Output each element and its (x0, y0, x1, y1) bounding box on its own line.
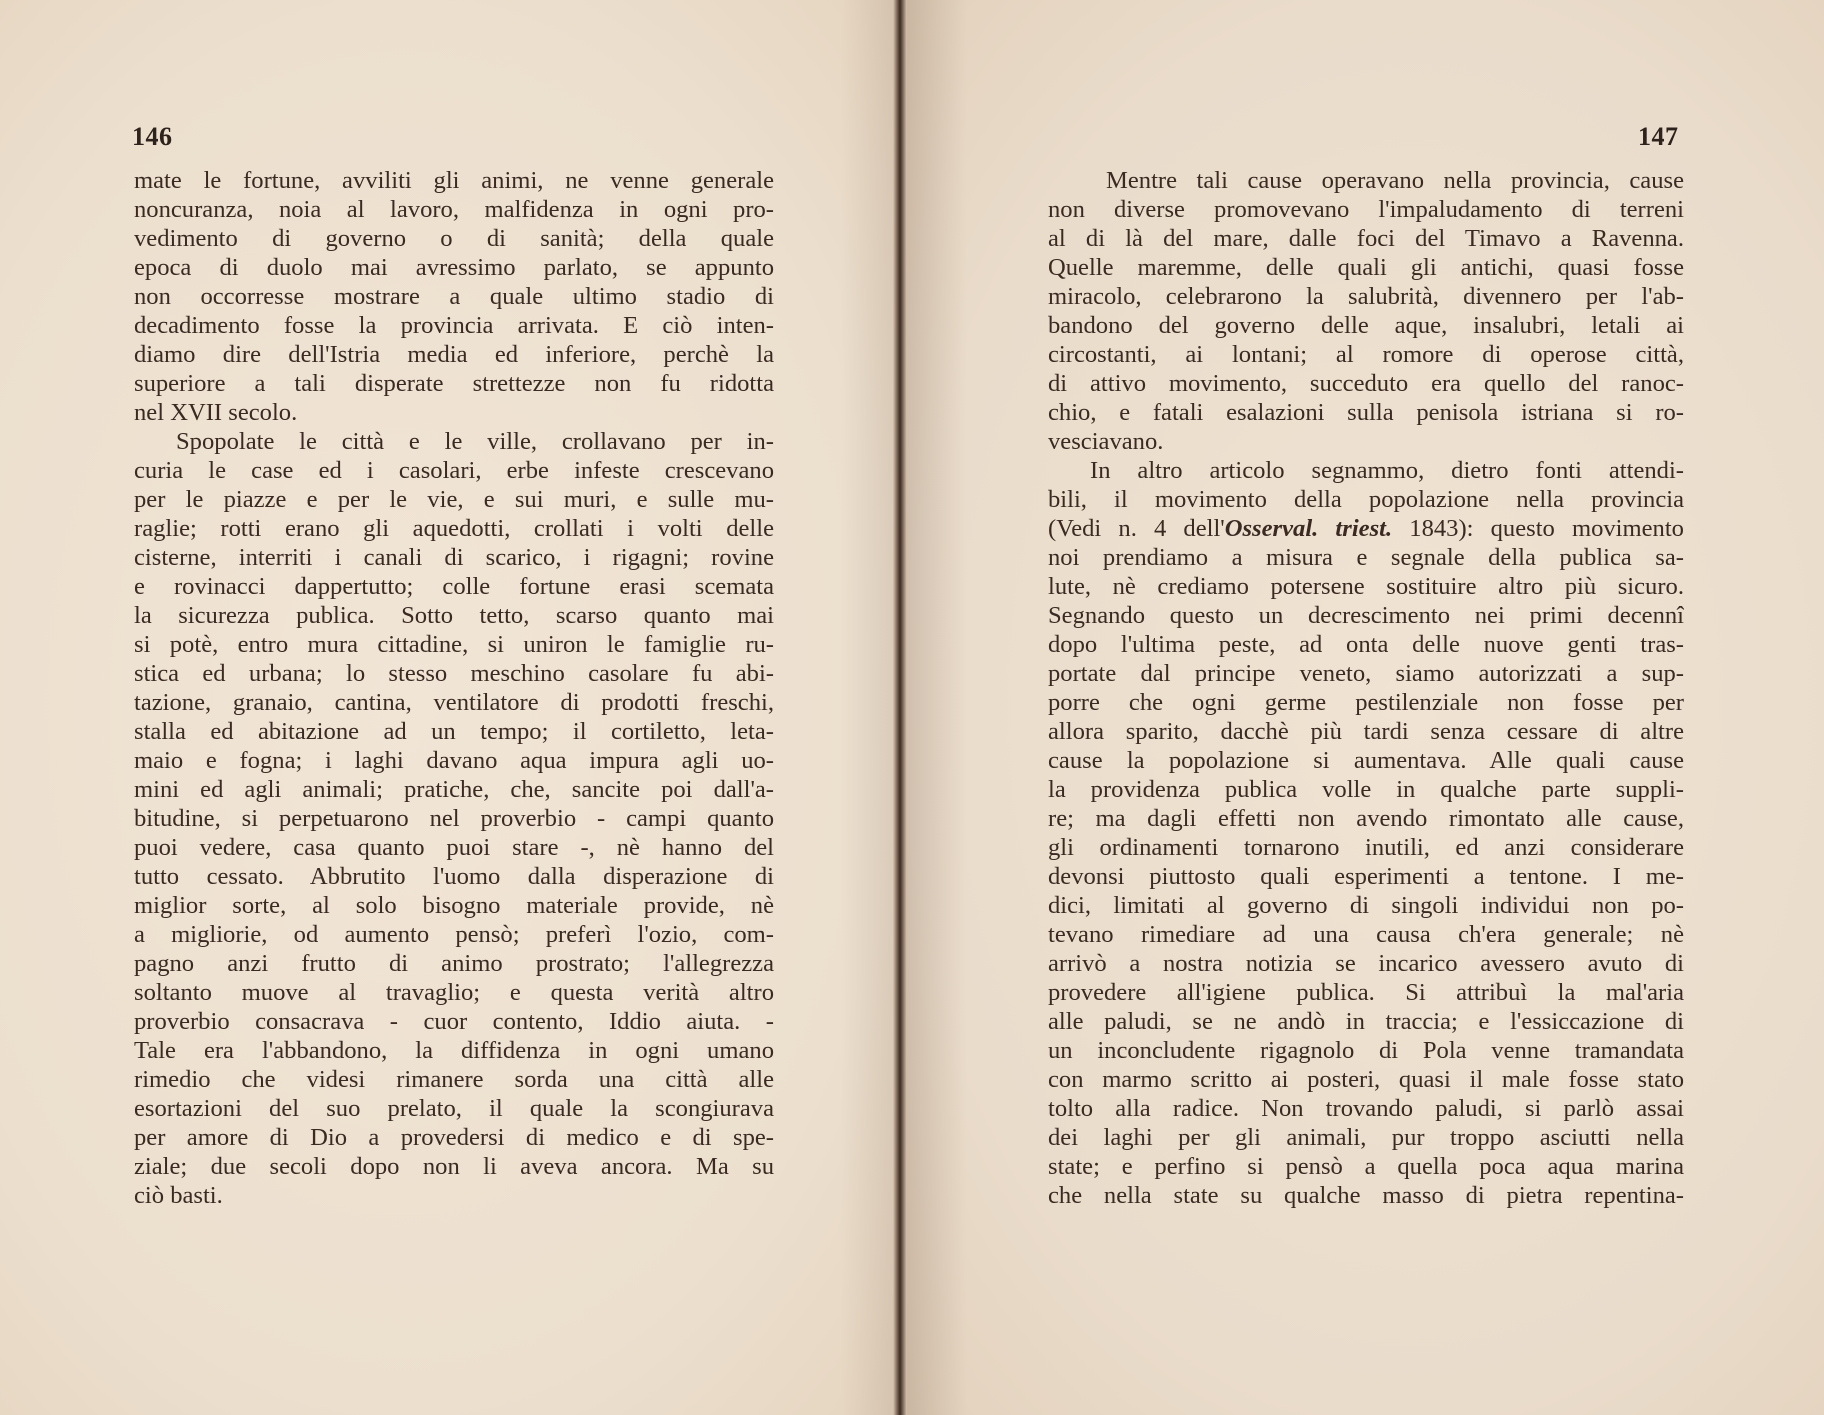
text-line: rimedio che videsi rimanere sorda una città alle (134, 1066, 774, 1093)
text-line: proverbio consacrava - cuor contento, Iddio aiuta. - (134, 1008, 774, 1035)
text-line: bili, il movimento della popolazione nella provincia (1048, 486, 1684, 513)
text-line: a migliorie, od aumento pensò; preferì l'ozio, com- (134, 921, 774, 948)
text-line: di attivo movimento, succeduto era quello del ranoc- (1048, 370, 1684, 397)
text-line: tazione, granaio, cantina, ventilatore di prodotti freschi, (134, 689, 774, 716)
text-line: puoi vedere, casa quanto puoi stare -, nè hanno del (134, 834, 774, 861)
text-line-with-citation (1048, 514, 1684, 543)
gutter-shadow (907, 0, 967, 1415)
text-line: bitudine, si perpetuarono nel proverbio - campi quanto (134, 805, 774, 832)
text-line: chio, e fatali esalazioni sulla penisola istriana si ro- (1048, 399, 1684, 426)
left-page-text (134, 166, 774, 1210)
text-line: nel XVII secolo. (134, 399, 298, 426)
gutter-shadow (840, 0, 894, 1415)
text-line: Spopolate le città e le ville, crollavano per in- (176, 428, 774, 455)
text-line: dei laghi per gli animali, pur troppo asciutti nella (1048, 1124, 1684, 1151)
text-line: la sicurezza publica. Sotto tetto, scarso quanto mai (134, 602, 774, 629)
text-line: dopo l'ultima peste, ad onta delle nuove genti tras- (1048, 631, 1684, 658)
text-line: stica ed urbana; lo stesso meschino casolare fu abi- (134, 660, 774, 687)
text-line: stalla ed abitazione ad un tempo; il cortiletto, leta- (134, 718, 774, 745)
text-line: lute, nè crediamo potersene sostituire altro più sicuro. (1048, 573, 1684, 600)
page-number-right: 147 (1638, 122, 1679, 151)
right-page-text (1048, 166, 1684, 1210)
text-line: mini ed agli animali; pratiche, che, sancite poi dall'a- (134, 776, 774, 803)
citation-prefix: (Vedi n. 4 dell' (1048, 515, 1225, 542)
citation-suffix: 1843): questo movimento (1392, 515, 1684, 542)
text-line: maio e fogna; i laghi davano aqua impura agli uo- (134, 747, 774, 774)
text-line: Mentre tali cause operavano nella provincia, cause (1106, 167, 1684, 194)
text-line: epoca di duolo mai avressimo parlato, se appunto (134, 254, 774, 281)
text-line: bandono del governo delle aque, insalubri, letali ai (1048, 312, 1684, 339)
page-number-left: 146 (132, 122, 173, 151)
text-line: tevano rimediare ad una causa ch'era generale; nè (1048, 921, 1684, 948)
text-line: raglie; rotti erano gli aquedotti, crollati i volti delle (134, 515, 774, 542)
text-line: cisterne, interriti i canali di scarico, i rigagni; rovine (134, 544, 774, 571)
text-line: che nella state su qualche masso di pietra repentina- (1048, 1182, 1684, 1209)
text-line: tolto alla radice. Non trovando paludi, si parlò assai (1048, 1095, 1684, 1122)
text-line: miglior sorte, al solo bisogno materiale provide, nè (134, 892, 774, 919)
text-line: gli ordinamenti tornarono inutili, ed anzi considerare (1048, 834, 1684, 861)
text-line: pagno anzi frutto di animo prostrato; l'allegrezza (134, 950, 774, 977)
text-line: per le piazze e per le vie, e sui muri, e sulle mu- (134, 486, 774, 513)
text-line: miracolo, celebrarono la salubrità, divennero per l'ab- (1048, 283, 1684, 310)
text-line: vedimento di governo o di sanità; della quale (134, 225, 774, 252)
text-line: porre che ogni germe pestilenziale non fosse per (1048, 689, 1684, 716)
text-line: con marmo scritto ai posteri, quasi il male fosse stato (1048, 1066, 1684, 1093)
text-line: state; e perfino si pensò a quella poca aqua marina (1048, 1153, 1684, 1180)
text-line: si potè, entro mura cittadine, si uniron le famiglie ru- (134, 631, 774, 658)
text-line: Segnando questo un decrescimento nei primi decennî (1048, 602, 1684, 629)
text-line: tutto cessato. Abbrutito l'uomo dalla disperazione di (134, 863, 774, 890)
text-line: provedere all'igiene publica. Si attribuì la mal'aria (1048, 979, 1684, 1006)
text-line: curia le case ed i casolari, erbe infeste crescevano (134, 457, 774, 484)
text-line: re; ma dagli effetti non avendo rimontato alle cause, (1048, 805, 1684, 832)
text-line: alle paludi, se ne andò in traccia; e l'essiccazione di (1048, 1008, 1684, 1035)
text-line: decadimento fosse la provincia arrivata. E ciò inten- (134, 312, 774, 339)
text-line: e rovinacci dappertutto; colle fortune erasi scemata (134, 573, 774, 600)
citation-title: Osserval. triest. (1224, 515, 1393, 542)
text-line: arrivò a nostra notizia se incarico avessero avuto di (1048, 950, 1684, 977)
text-line: noncuranza, noia al lavoro, malfidenza in ogni pro- (134, 196, 774, 223)
text-line: Quelle maremme, delle quali gli antichi, quasi fosse (1048, 254, 1684, 281)
text-line: dici, limitati al governo di singoli individui non po- (1048, 892, 1684, 919)
text-line: soltanto muove al travaglio; e questa verità altro (134, 979, 774, 1006)
text-line: circostanti, ai lontani; al romore di operose città, (1048, 341, 1684, 368)
text-line: In altro articolo segnammo, dietro fonti attendi- (1090, 457, 1684, 484)
text-line: diamo dire dell'Istria media ed inferiore, perchè la (134, 341, 774, 368)
text-line: non diverse promovevano l'impaludamento di terreni (1048, 196, 1684, 223)
text-line: cause la popolazione si aumentava. Alle quali cause (1048, 747, 1684, 774)
text-line: devonsi piuttosto quali esperimenti a tentone. I me- (1048, 863, 1684, 890)
text-line: Tale era l'abbandono, la diffidenza in ogni umano (134, 1037, 774, 1064)
text-line: noi prendiamo a misura e segnale della publica sa- (1048, 544, 1684, 571)
text-line: vesciavano. (1048, 428, 1164, 455)
text-line: portate dal principe veneto, siamo autorizzati a sup- (1048, 660, 1684, 687)
text-line: per amore di Dio a provedersi di medico e di spe- (134, 1124, 774, 1151)
text-line: la providenza publica volle in qualche parte suppli- (1048, 776, 1684, 803)
text-line: mate le fortune, avviliti gli animi, ne venne generale (134, 167, 774, 194)
book-gutter (893, 0, 907, 1415)
text-line: al di là del mare, dalle foci del Timavo a Ravenna. (1048, 225, 1684, 252)
text-line: superiore a tali disperate strettezze non fu ridotta (134, 370, 774, 397)
text-line: non occorresse mostrare a quale ultimo stadio di (134, 283, 774, 310)
text-line: un inconcludente rigagnolo di Pola venne tramandata (1048, 1037, 1684, 1064)
text-line: ziale; due secoli dopo non li aveva ancora. Ma su (134, 1153, 774, 1180)
text-line: esortazioni del suo prelato, il quale la scongiurava (134, 1095, 774, 1122)
text-line: allora sparito, dacchè più tardi senza cessare di altre (1048, 718, 1684, 745)
text-line: ciò basti. (134, 1182, 223, 1209)
